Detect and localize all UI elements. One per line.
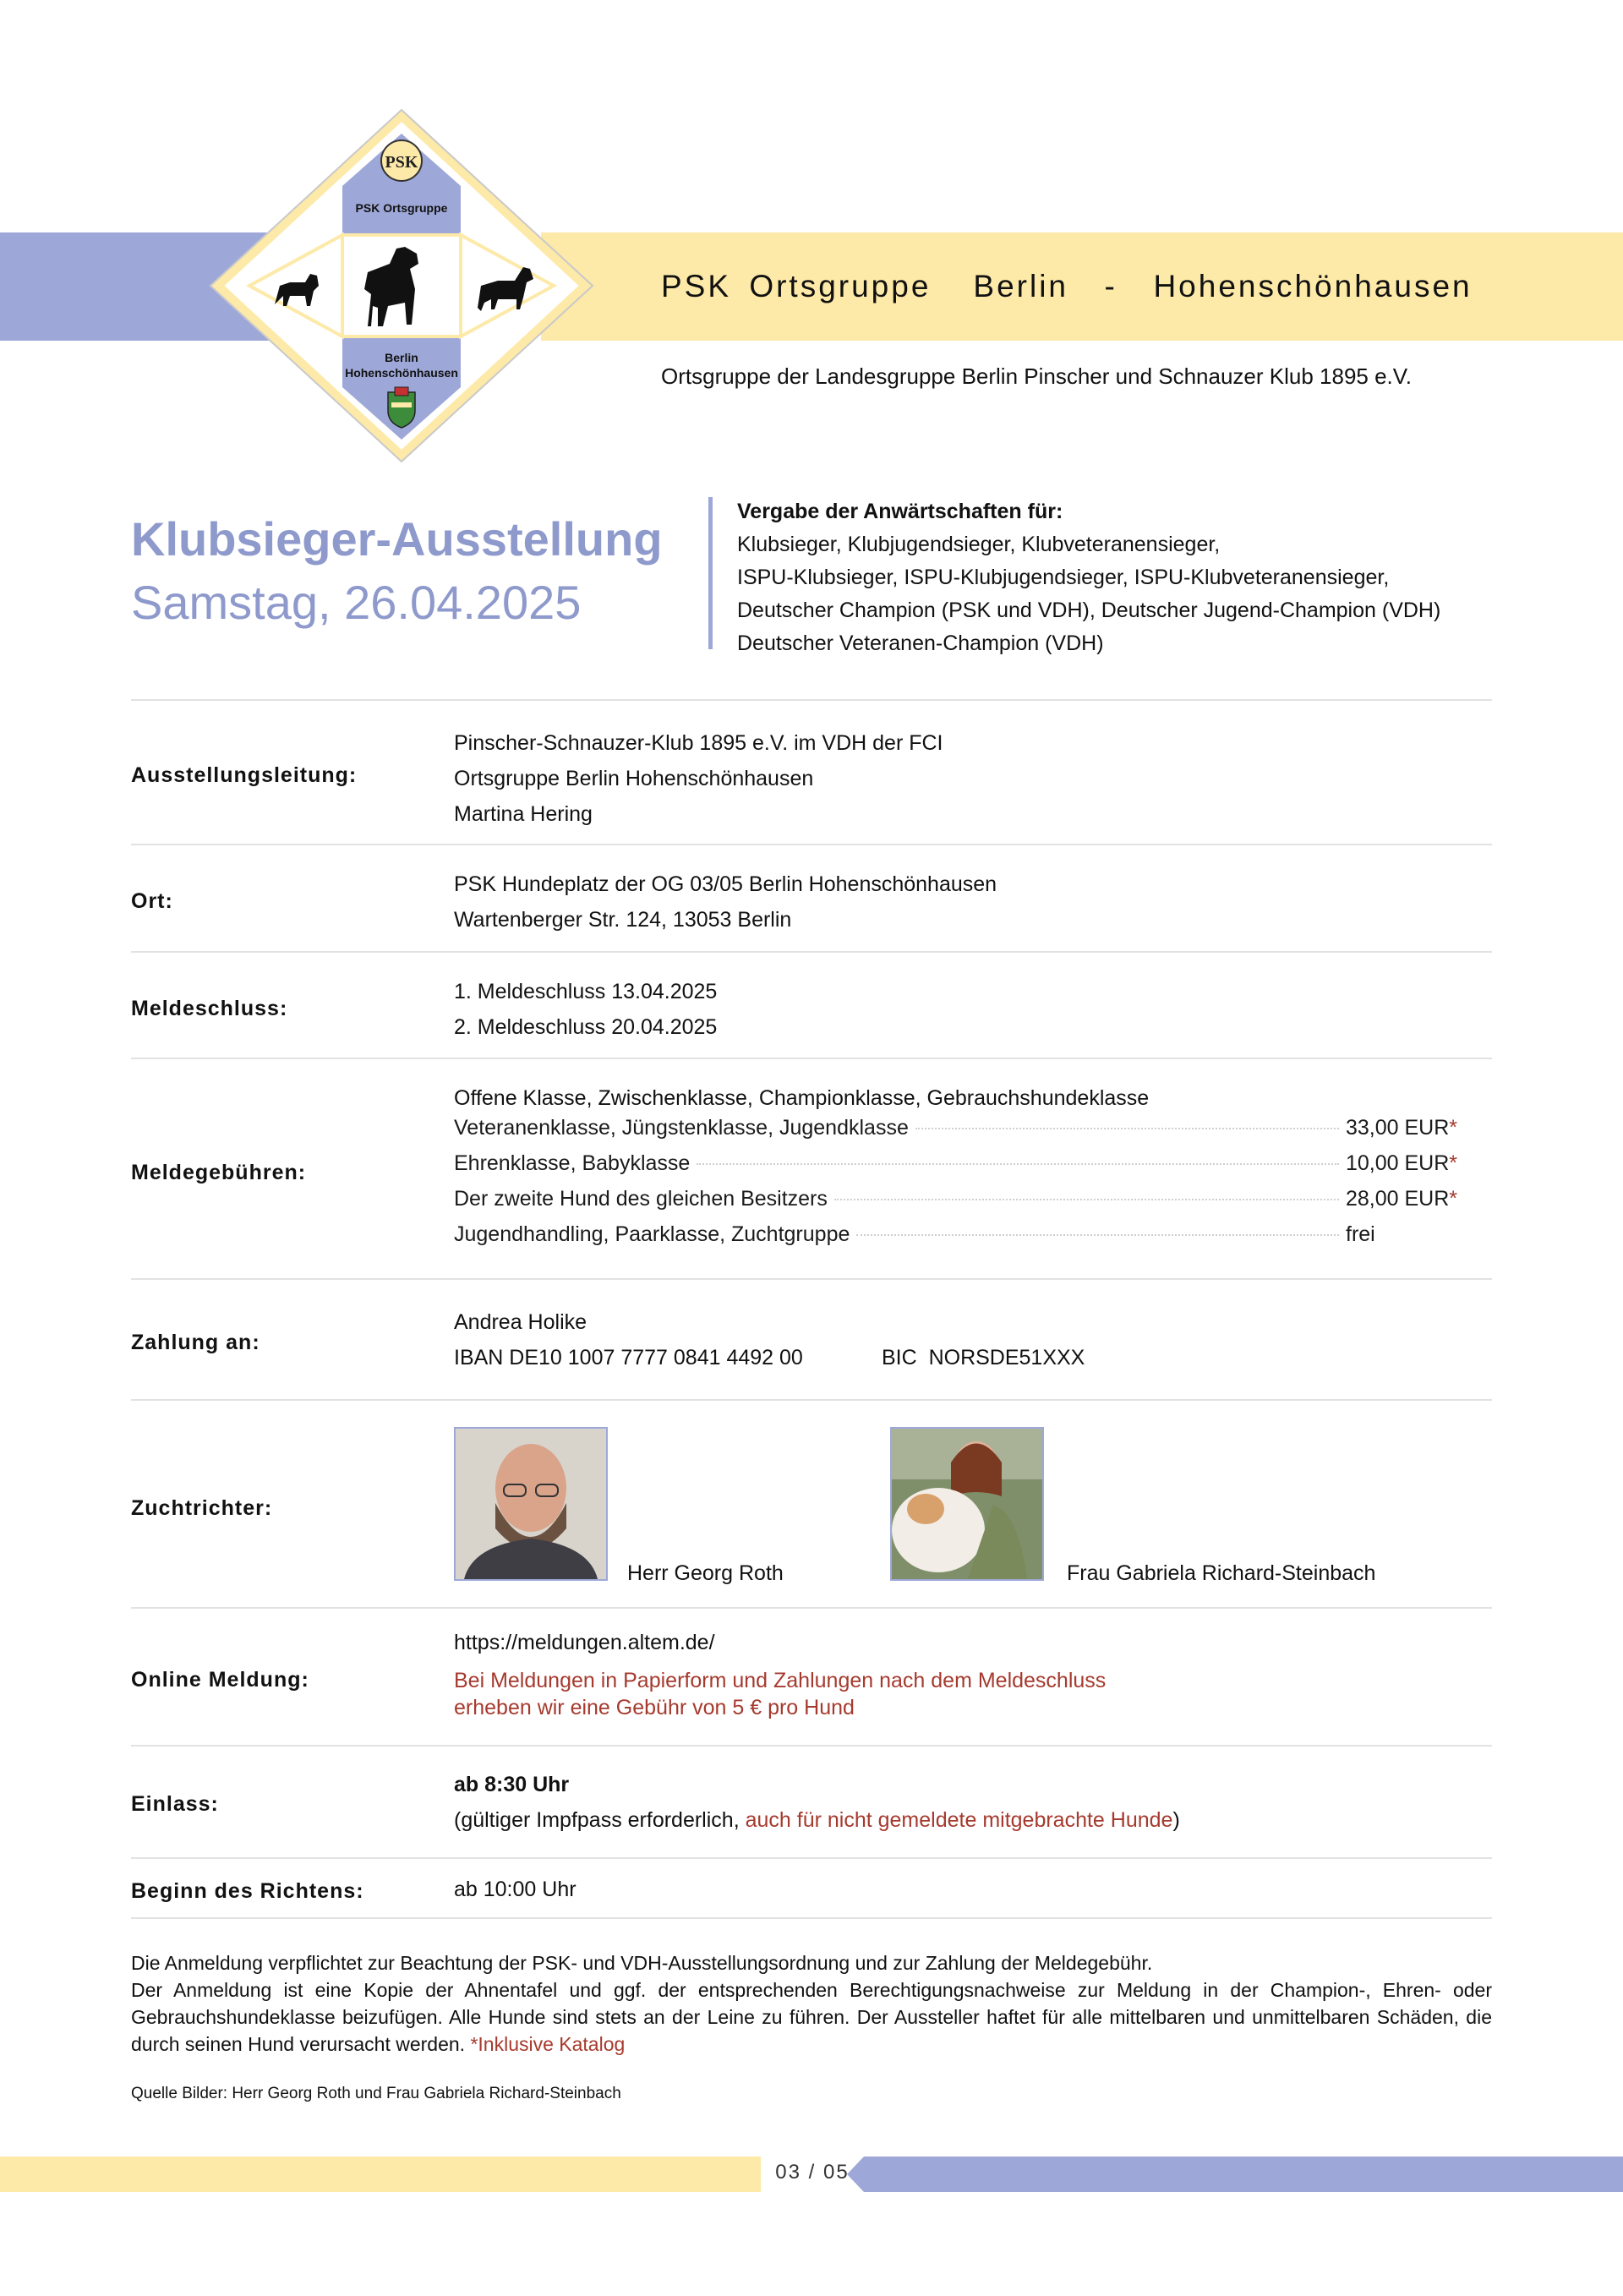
footer-band-right — [864, 2157, 1623, 2192]
label-meldeschluss: Meldeschluss: — [131, 997, 288, 1020]
value-iban: IBAN DE10 1007 7777 0841 4492 00 — [454, 1346, 803, 1369]
svg-text:Berlin: Berlin — [385, 351, 418, 364]
text-line: Pinscher-Schnauzer-Klub 1895 e.V. im VDH der FCI — [454, 731, 943, 755]
svg-text:PSK Ortsgruppe: PSK Ortsgruppe — [355, 201, 448, 215]
text-line: erheben wir eine Gebühr von 5 € pro Hund — [454, 1696, 855, 1719]
fee-row: Veteranenklasse, Jüngstenklasse, Jugendklasse 33,00 EUR* — [454, 1116, 1458, 1140]
footer-notch-left — [744, 2157, 761, 2192]
event-date: Samstag, 26.04.2025 — [131, 576, 582, 629]
divider — [131, 1607, 1492, 1609]
fee-amount: 28,00 EUR — [1346, 1187, 1450, 1211]
footer-text-paragraph: Der Anmeldung ist eine Kopie der Ahnentafel und ggf. der entsprechenden Berechtigungsnachweise zur Meldung in der Champion-, Ehren- oder Gebrauchshundeklasse beizufügen. Alle Hunde sind stets an der Leine zu führen. Der Aussteller haftet für alle mittelbaren und unmittelbaren Schäden, die durch seinen Hund verursacht werden. *Inklusive Katalog — [131, 1979, 1492, 2055]
fee-intro: Offene Klasse, Zwischenklasse, Championklasse, Gebrauchshundeklasse — [454, 1086, 1150, 1110]
value-meldeschluss — [454, 974, 717, 1045]
fee-amount: frei — [1346, 1222, 1375, 1246]
divider — [131, 1058, 1492, 1059]
awards-line: ISPU-Klubsieger, ISPU-Klubjugendsieger, ISPU-Klubveteranensieger, — [737, 566, 1390, 589]
judge-name-2: Frau Gabriela Richard-Steinbach — [1067, 1561, 1376, 1585]
einlass-note: (gültiger Impfpass erforderlich, auch für nicht gemeldete mitgebrachte Hunde) — [454, 1808, 1180, 1832]
coat-of-arms-icon — [388, 387, 415, 428]
page-number: 03 / 05 — [775, 2161, 850, 2184]
footer-text-line: Die Anmeldung verpflichtet zur Beachtung der PSK- und VDH-Ausstellungsordnung und zur Zahlung der Meldegebühr. — [131, 1952, 1153, 1974]
label-ort: Ort: — [131, 889, 173, 913]
text-line: Ortsgruppe Berlin Hohenschönhausen — [454, 767, 814, 790]
fee-row — [454, 1222, 1464, 1258]
header-subtitle: Ortsgruppe der Landesgruppe Berlin Pinscher und Schnauzer Klub 1895 e.V. — [661, 364, 1412, 389]
value-zahlung-name: Andrea Holike — [454, 1310, 587, 1334]
divider — [131, 699, 1492, 701]
hero-divider — [708, 497, 713, 649]
label-beginn: Beginn des Richtens: — [131, 1879, 364, 1903]
fee-amount: 10,00 EUR — [1346, 1151, 1450, 1175]
text-line: 2. Meldeschluss 20.04.2025 — [454, 1015, 718, 1039]
einlass-time: ab 8:30 Uhr — [454, 1773, 570, 1796]
awards-line: Deutscher Champion (PSK und VDH), Deutscher Jugend-Champion (VDH) — [737, 599, 1441, 622]
header-title: PSK Ortsgruppe Berlin - Hohenschönhausen — [661, 269, 1473, 303]
text-line: Bei Meldungen in Papierform und Zahlungen nach dem Meldeschluss — [454, 1669, 1107, 1692]
judge-name-1: Herr Georg Roth — [627, 1561, 784, 1585]
text-line: PSK Hundeplatz der OG 03/05 Berlin Hohenschönhausen — [454, 872, 997, 896]
divider — [131, 1745, 1492, 1747]
label-einlass: Einlass: — [131, 1792, 219, 1816]
divider — [131, 1278, 1492, 1280]
divider — [131, 1857, 1492, 1859]
awards-block — [737, 495, 1440, 660]
label-meldegebuehren: Meldegebühren: — [131, 1161, 307, 1184]
text-line: Martina Hering — [454, 802, 593, 826]
fee-row: Ehrenklasse, Babyklasse 10,00 EUR* — [454, 1151, 1458, 1175]
awards-line: Klubsieger, Klubjugendsieger, Klubveteranensieger, — [737, 533, 1221, 556]
event-title: Klubsieger-Ausstellung — [131, 512, 663, 566]
fee-item: Veteranenklasse, Jüngstenklasse, Jugendklasse — [454, 1116, 909, 1140]
fee-row: Der zweite Hund des gleichen Besitzers 28,00 EUR* — [454, 1187, 1458, 1211]
svg-text:PSK: PSK — [385, 153, 418, 172]
judge-photo-georg-roth — [454, 1427, 608, 1581]
text-line: 1. Meldeschluss 13.04.2025 — [454, 980, 718, 1003]
fee-item: Ehrenklasse, Babyklasse — [454, 1151, 691, 1175]
label-ausstellungsleitung: Ausstellungsleitung: — [131, 763, 358, 787]
label-zuchtrichter: Zuchtrichter: — [131, 1496, 273, 1520]
text-line: Wartenberger Str. 124, 13053 Berlin — [454, 908, 792, 932]
club-logo — [207, 108, 596, 463]
fee-item: Der zweite Hund des gleichen Besitzers — [454, 1187, 828, 1211]
fee-item: Jugendhandling, Paarklasse, Zuchtgruppe — [454, 1222, 850, 1246]
value-bic: BIC NORSDE51XXX — [882, 1346, 1085, 1369]
footer-band-left — [0, 2157, 761, 2192]
online-url-link[interactable]: https://meldungen.altem.de/ — [454, 1631, 715, 1654]
beginn-time: ab 10:00 Uhr — [454, 1878, 577, 1901]
footer-notice — [131, 1949, 1492, 2058]
value-ausstellungsleitung — [454, 725, 943, 832]
divider — [131, 1917, 1492, 1919]
online-note — [454, 1667, 1106, 1721]
value-ort — [454, 866, 997, 938]
divider — [131, 844, 1492, 845]
image-credit: Quelle Bilder: Herr Georg Roth und Frau Gabriela Richard-Steinbach — [131, 2085, 621, 2102]
awards-heading: Vergabe der Anwärtschaften für: — [737, 500, 1063, 523]
divider — [131, 1399, 1492, 1401]
label-online-meldung: Online Meldung: — [131, 1668, 309, 1692]
divider — [131, 951, 1492, 953]
label-zahlung: Zahlung an: — [131, 1331, 260, 1354]
judge-photo-gabriela-richard-steinbach — [890, 1427, 1044, 1581]
awards-line: Deutscher Veteranen-Champion (VDH) — [737, 631, 1104, 655]
svg-text:Hohenschönhausen: Hohenschönhausen — [345, 366, 458, 380]
fee-amount: 33,00 EUR — [1346, 1116, 1450, 1140]
